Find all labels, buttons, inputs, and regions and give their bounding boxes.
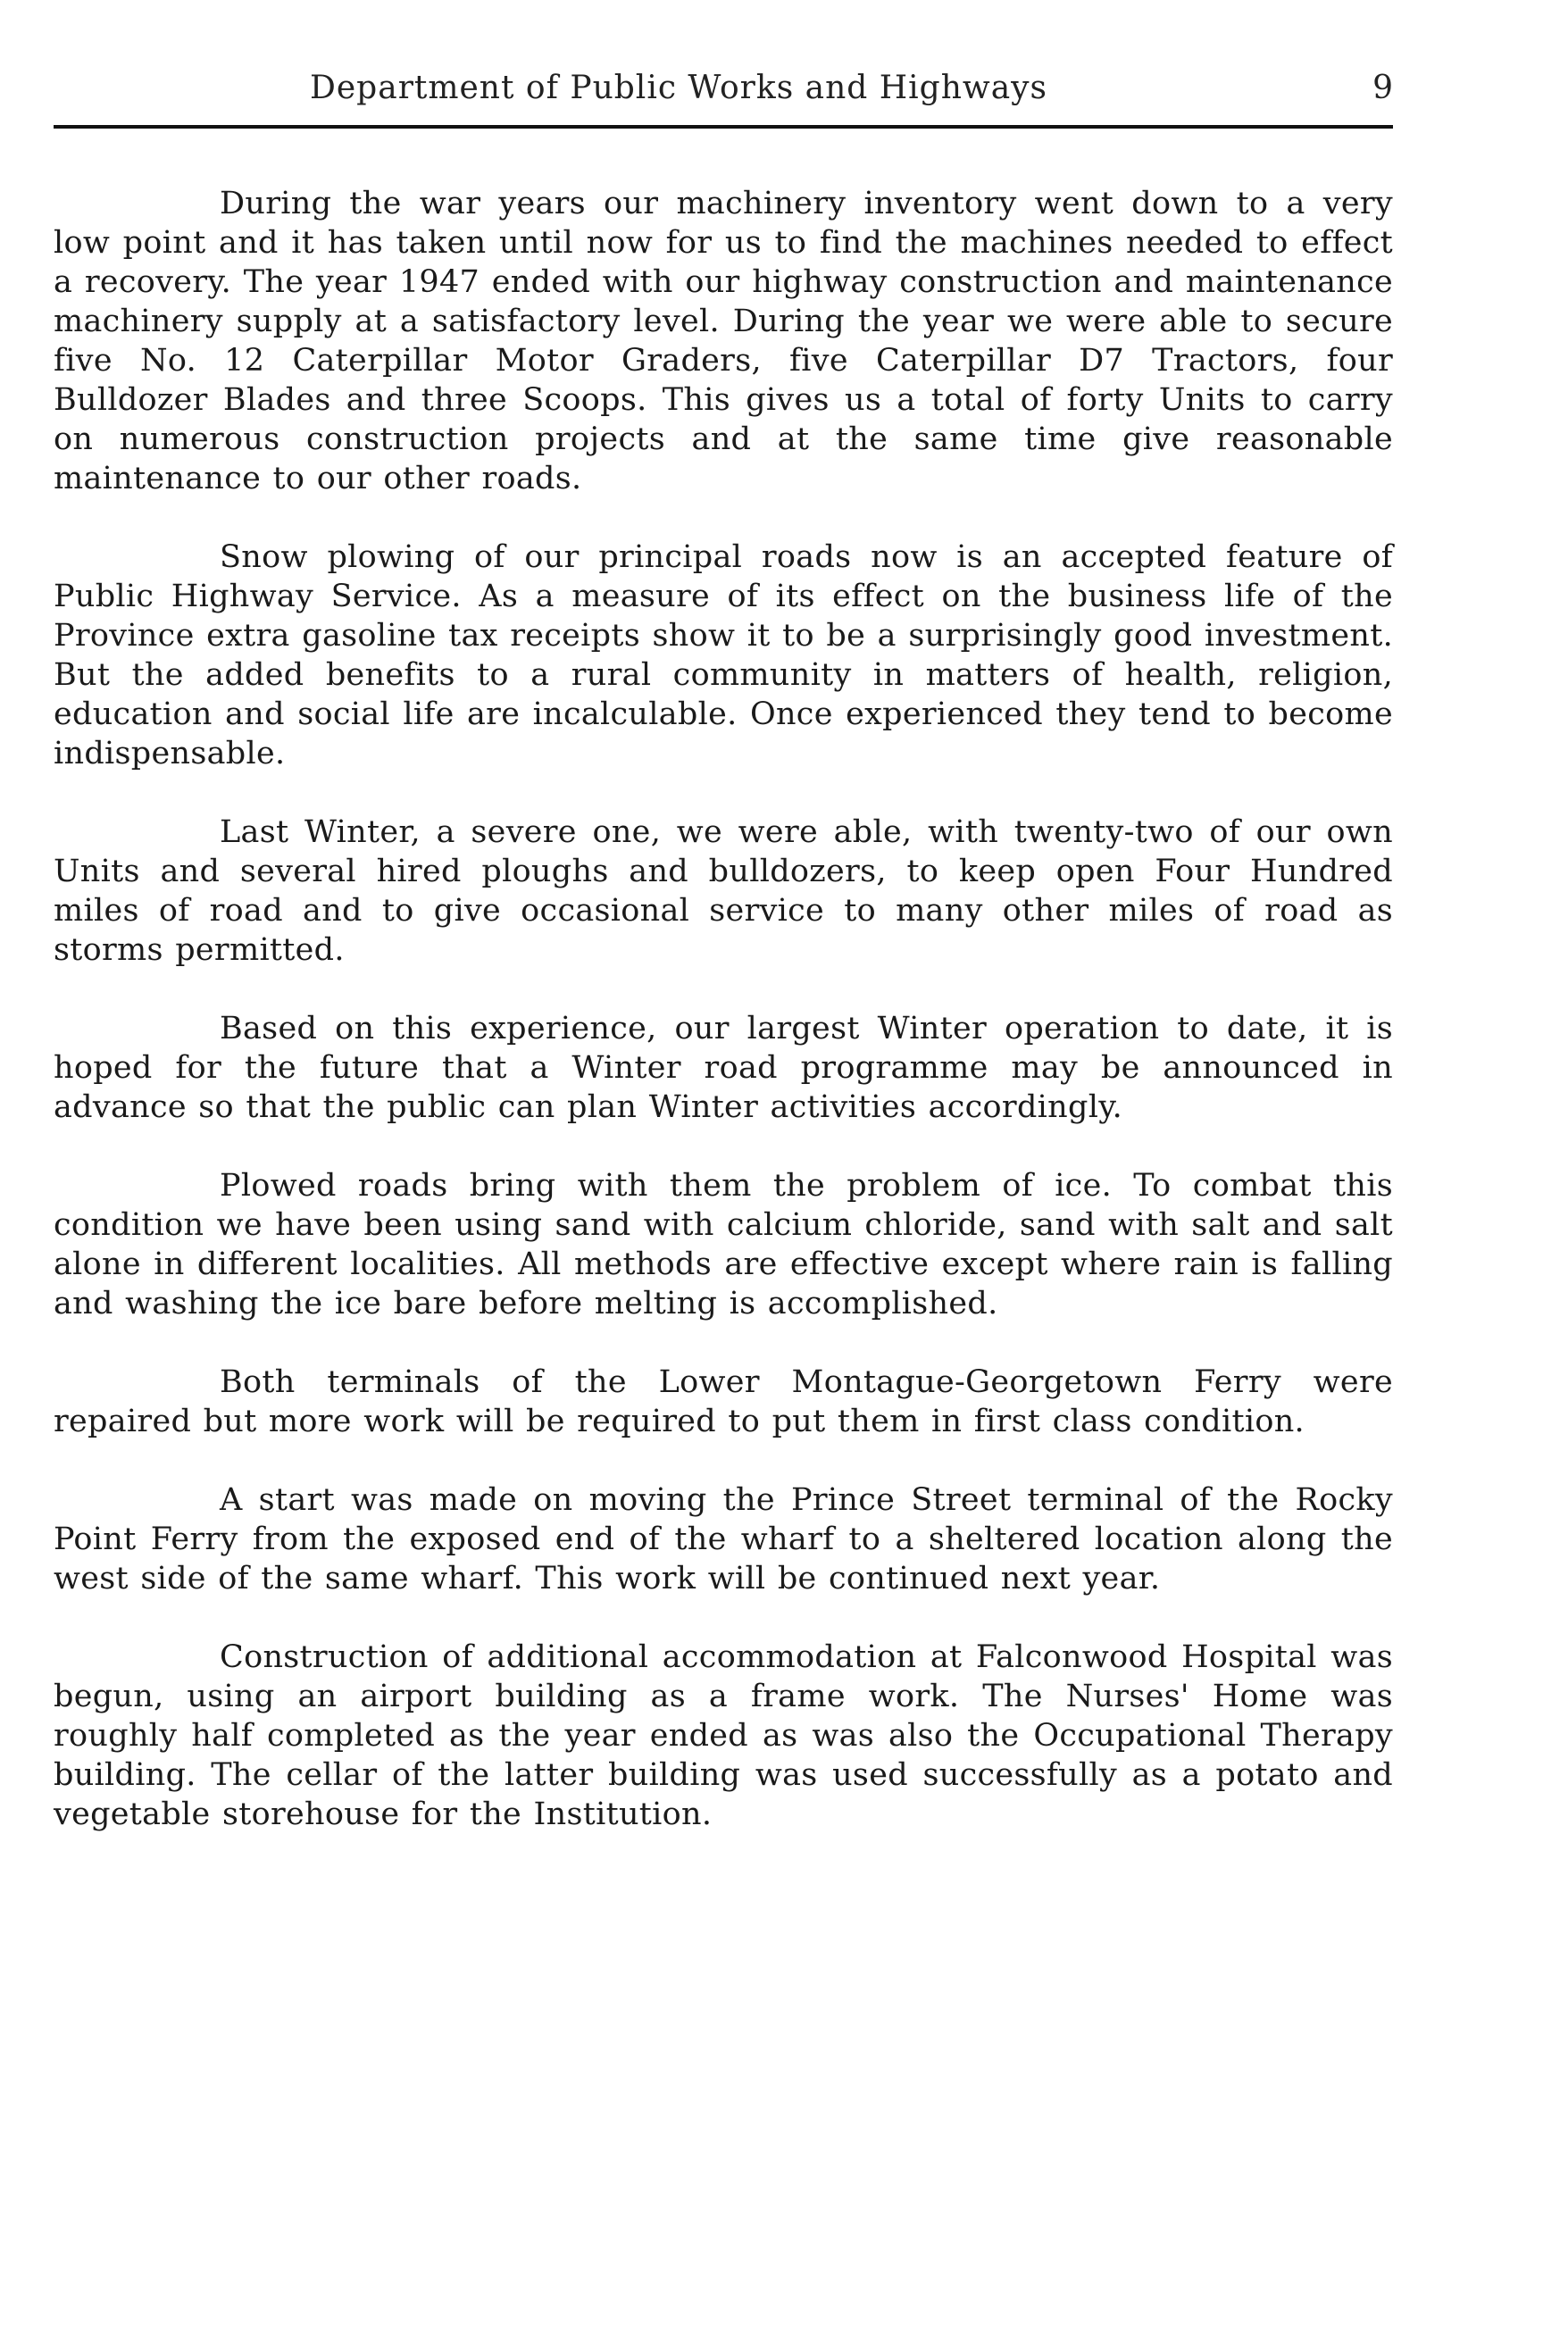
body-text [54,184,1393,1873]
running-title: Department of Public Works and Highways [310,70,1047,106]
paragraph-machinery: During the war years our machinery inventory went down to a very low point and it has taken until now for us to find the machines needed to effect a recovery. The year 1947 ended with our highway construction and maintenance machinery supply at a satisfactory level. During the year we were able to secure five No. 12 Caterpillar Motor Graders, five Caterpillar D7 Tractors, four Bulldozer Blades and three Scoops. This gives us a total of forty Units to carry on numerous construction projects and at the same time give reasonable maintenance to our other roads. [54,186,1393,496]
paragraph-snow-plowing: Snow plowing of our principal roads now is an accepted feature of Public Highway Service. As a measure of its effect on the business life of the Province extra gasoline tax receipts show it to be a surprisingly good investment. But the added benefits to a rural community in matters of health, religion, education and social life are incalculable. Once experienced they tend to become indispensable. [54,539,1393,771]
paragraph-rocky-point-ferry: A start was made on moving the Prince Street terminal of the Rocky Point Ferry from the exposed end of the wharf to a sheltered location along the west side of the same wharf. This work will be continued next year. [54,1482,1393,1597]
paragraph-winter-programme: Based on this experience, our largest Winter operation to date, it is hoped for the future that a Winter road programme may be announced in advance so that the public can plan Winter activities accordingly. [54,1011,1393,1125]
running-header [54,70,1393,114]
paragraph-falconwood-hospital: Construction of additional accommodation at Falconwood Hospital was begun, using an airport building as a frame work. The Nurses' Home was roughly half completed as the year ended as was also the Occupational Therapy building. The cellar of the latter building was used successfully as a potato and vegetable storehouse for the Institution. [54,1639,1393,1832]
paragraph-last-winter: Last Winter, a severe one, we were able, with twenty-two of our own Units and several hired ploughs and bulldozers, to keep open Four Hundred miles of road and to give occasional service to many other miles of road as storms permitted. [54,814,1393,968]
paragraph-ice: Plowed roads bring with them the problem of ice. To combat this condition we have been using sand with calcium chloride, sand with salt and salt alone in different localities. All methods are effective except where rain is falling and washing the ice bare before melting is accomplished. [54,1168,1393,1321]
paragraph-montague-ferry: Both terminals of the Lower Montague-Georgetown Ferry were repaired but more work will be required to put them in first class condition. [54,1364,1393,1439]
page-number: 9 [1372,70,1393,106]
header-rule [54,125,1393,129]
